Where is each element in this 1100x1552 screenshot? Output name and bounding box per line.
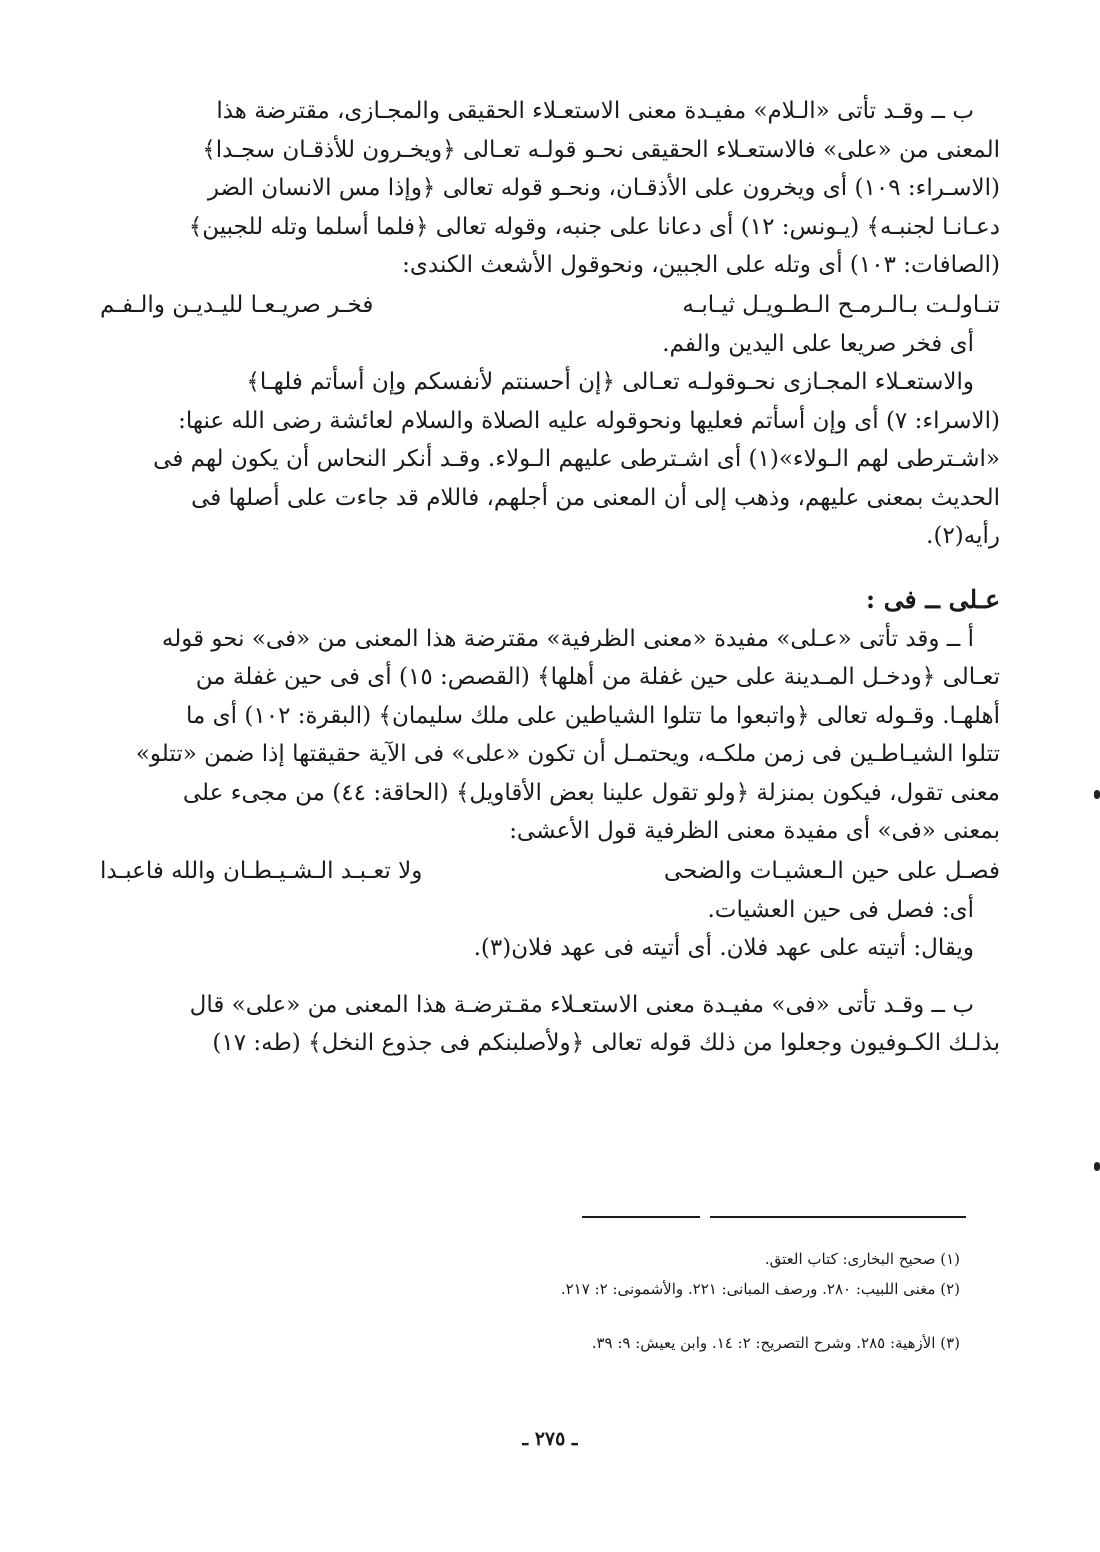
scan-edge-mark	[1094, 1162, 1100, 1171]
verse-explanation	[100, 891, 1000, 968]
text-line: (الاسراء: ٧) أى وإن أسأتم فعليها ونحوقوله عليه الصلاة والسلام لعائشة رضى الله عنها:	[178, 407, 1000, 434]
section-majazi-paragraph	[100, 363, 1000, 556]
page-number: ـ ٢٧٥ ـ	[522, 1428, 578, 1450]
spacer	[100, 968, 1000, 986]
text-line: (الاسـراء: ١٠٩) أى ويخرون على الأذقـان، ونحـو قوله تعالى ﴿وإذا مس الانسان الضر	[207, 175, 1000, 201]
section-heading: عـلى ــ فى :	[865, 584, 1000, 614]
scan-edge-mark	[1094, 790, 1100, 799]
text-line: دعـانـا لجنبـه﴾ (يـونس: ١٢) أى دعانا على جنبه، وقوله تعالى ﴿فلما أسلما وتله للجبين﴾	[188, 213, 1000, 240]
footnotes	[200, 1244, 960, 1358]
text-line: المعنى من «على» فالاستعـلاء الحقيقى نحـو قولـه تعـالى ﴿ويخـرون للأذقـان سجـدا﴾	[202, 136, 1000, 163]
verse-second-hemistich: ولا تعـبـد الـشـيـطـان والله فاعبـدا	[100, 857, 423, 884]
text-line: أى فخر صريعا على اليدين والفم.	[662, 330, 974, 357]
section-lam-paragraph	[100, 92, 1000, 285]
poem-verse-ashath	[100, 285, 1000, 325]
footnote-item: (١) صحيح البخارى: كتاب العتق.	[764, 1250, 960, 1268]
footnote-item: (٢) مغنى اللبيب: ٢٨٠. ورصف المبانى: ٢٢١. والأشمونى: ٢: ٢١٧.	[560, 1280, 960, 1298]
section-fi-paragraph	[100, 986, 1000, 1063]
text-line: ب ــ وقـد تأتى «الـلام» مفيـدة معنى الاستعـلاء الحقيقى والمجـازى، مقترضة هذا	[216, 98, 974, 124]
text-line: رأيه(٢).	[926, 523, 1000, 549]
text-line: «اشـترطى لهم الـولاء»(١) أى اشـترطى عليهم الـولاء. وقـد أنكر النحاس أن يكون لهم فى	[153, 446, 1000, 472]
footnote-item: (٣) الأزهية: ٢٨٥. وشرح التصريح: ٢: ١٤. وابن يعيش: ٩: ٣٩.	[591, 1334, 960, 1352]
verse-first-hemistich: تنـاولـت بـالـرمـح الـطـويـل ثيـابـه	[682, 291, 1000, 318]
text-line: الحديث بمعنى عليهم، وذهب إلى أن المعنى من أجلهم، فاللام قد جاءت على أصلها فى	[191, 484, 1000, 511]
footnote-separator	[582, 1216, 966, 1218]
text-line: والاستعـلاء المجـازى نحـوقولـه تعـالى ﴿إن أحسنتم لأنفسكم وإن أسأتم فلهـا﴾	[246, 369, 974, 395]
text-line: ب ــ وقـد تأتى «فى» مفيـدة معنى الاستعـلاء مقـترضـة هذا المعنى من «على» قال	[189, 991, 974, 1018]
verse-first-hemistich: فصـل على حين الـعشيـات والضحى	[663, 857, 1000, 884]
verse-explanation	[100, 325, 1000, 364]
text-line: (الصافات: ١٠٣) أى وتله على الجبين، ونحوقول الأشعث الكندى:	[402, 252, 1000, 278]
text-line: بمعنى «فى» أى مفيدة معنى الظرفية قول الأعشى:	[509, 818, 1000, 844]
text-line: ويقال: أتيته على عهد فلان. أى أتيته فى عهد فلان(٣).	[473, 935, 974, 961]
verse-second-hemistich: فخـر صريـعـا لليـديـن والـفـم	[100, 291, 374, 318]
page-body	[100, 92, 1000, 1063]
text-line: معنى تقول، فيكون بمنزلة ﴿ولو تقول علينا بعض الأقاويل﴾ (الحاقة: ٤٤) من مجىء على	[182, 779, 1000, 806]
text-line: أ ــ وقد تأتى «عـلى» مفيدة «معنى الظرفية» مقترضة هذا المعنى من «فى» نحو قوله	[161, 625, 974, 652]
text-line: تعـالى ﴿ودخـل المـدينة على حين غفلة من أهلها﴾ (القصص: ١٥) أى فى حين غفلة من	[195, 664, 1000, 690]
poem-verse-asha	[100, 851, 1000, 891]
text-line: أى: فصل فى حين العشيات.	[707, 896, 974, 923]
text-line: بذلـك الكـوفيون وجعلوا من ذلك قوله تعالى ﴿ولأصلبنكم فى جذوع النخل﴾ (طه: ١٧)	[212, 1030, 1000, 1056]
text-line: أهلهـا. وقـوله تعالى ﴿واتبعوا ما تتلوا الشياطين على ملك سليمان﴾ (البقرة: ١٠٢) أى ما	[186, 702, 1000, 729]
text-line: تتلوا الشيـاطـين فى زمن ملكـه، ويحتمـل أن تكون «على» فى الآية حقيقتها إذا ضمن «تتلو»	[135, 741, 1000, 767]
section-ala-paragraph	[100, 620, 1000, 851]
